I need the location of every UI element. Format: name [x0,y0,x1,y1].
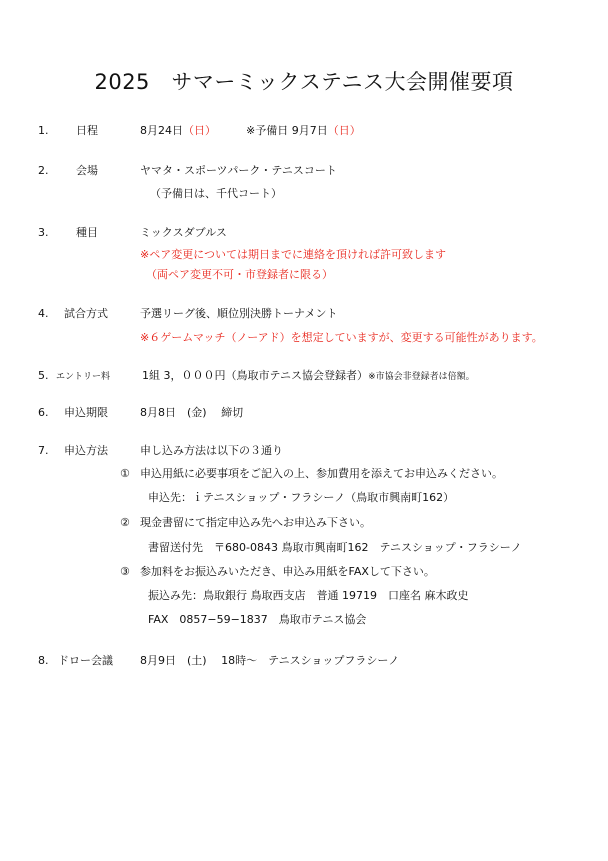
draw-value: 8月9日 (土) 18時〜 テニスショップフラシーノ [140,654,400,667]
page-title: 2025 サマーミックステニス大会開催要項 [94,70,514,94]
option-1-mark: ① [120,467,130,480]
category-note-1: ※ペア変更については期日までに連絡を頂ければ許可致します [140,248,446,261]
label-date: 日程 [76,124,98,137]
item-number-draw: 8. [38,654,49,667]
item-number-method: 7. [38,444,49,457]
format-note: ※６ゲームマッチ（ノーアド）を想定していますが、変更する可能性があります。 [140,331,543,344]
item-number-fee: 5. [38,369,49,382]
option-3-detail-1: 振込み先：鳥取銀行 鳥取西支店 普通 19719 口座名 麻木政史 [148,589,469,602]
option-1-detail: 申込先：ｉテニスショップ・フラシーノ（鳥取市興南町162） [148,491,455,504]
item-number-venue: 2. [38,164,49,177]
fee-value [142,369,475,384]
label-fee: エントリー料 [56,372,111,382]
venue-sub: （予備日は、千代コート） [150,187,282,200]
label-deadline: 申込期限 [64,406,108,419]
category-value: ミックスダブルス [140,226,227,239]
option-2-detail: 書留送付先 〒680-0843 鳥取市興南町162 テニスショップ・フラシーノ [148,541,522,554]
fee-amount: 1組 3，０００円（鳥取市テニス協会登録者） [142,369,369,382]
option-1-text: 申込用紙に必要事項をご記入の上、参加費用を添えてお申込みください。 [140,467,503,480]
category-note-2: （両ペア変更不可・市登録者に限る） [146,268,333,281]
item-number-format: 4. [38,307,49,320]
reserve-date-text: ※予備日 9月7日 [246,124,328,137]
item-number-deadline: 6. [38,406,49,419]
option-2-mark: ② [120,516,130,529]
label-venue: 会場 [76,164,98,177]
option-3-text: 参加料をお振込みいただき、申込み用紙をFAXして下さい。 [140,565,435,578]
format-value: 予選リーグ後、順位別決勝トーナメント [140,307,338,320]
reserve-date-day: （日） [327,124,361,137]
venue-value: ヤマタ・スポーツパーク・テニスコート [140,164,337,177]
item-number-category: 3. [38,226,49,239]
method-value: 申し込み方法は以下の３通り [140,444,283,457]
option-3-detail-2: FAX 0857−59−1837 鳥取市テニス協会 [148,613,367,626]
fee-note: ※市協会非登録者は倍額。 [368,372,475,382]
date-value [140,124,216,138]
main-date: 8月24日 [140,124,183,137]
label-category: 種目 [76,226,98,239]
option-2-text: 現金書留にて指定申込み先へお申込み下さい。 [140,516,371,529]
label-draw: ドロー会議 [58,654,113,667]
option-3-mark: ③ [120,565,130,578]
deadline-value: 8月8日 (金) 締切 [140,406,244,419]
item-number-date: 1. [38,124,49,137]
label-format: 試合方式 [64,307,108,320]
label-method: 申込方法 [64,444,108,457]
main-date-day: （日） [183,124,216,137]
reserve-date [246,124,361,138]
